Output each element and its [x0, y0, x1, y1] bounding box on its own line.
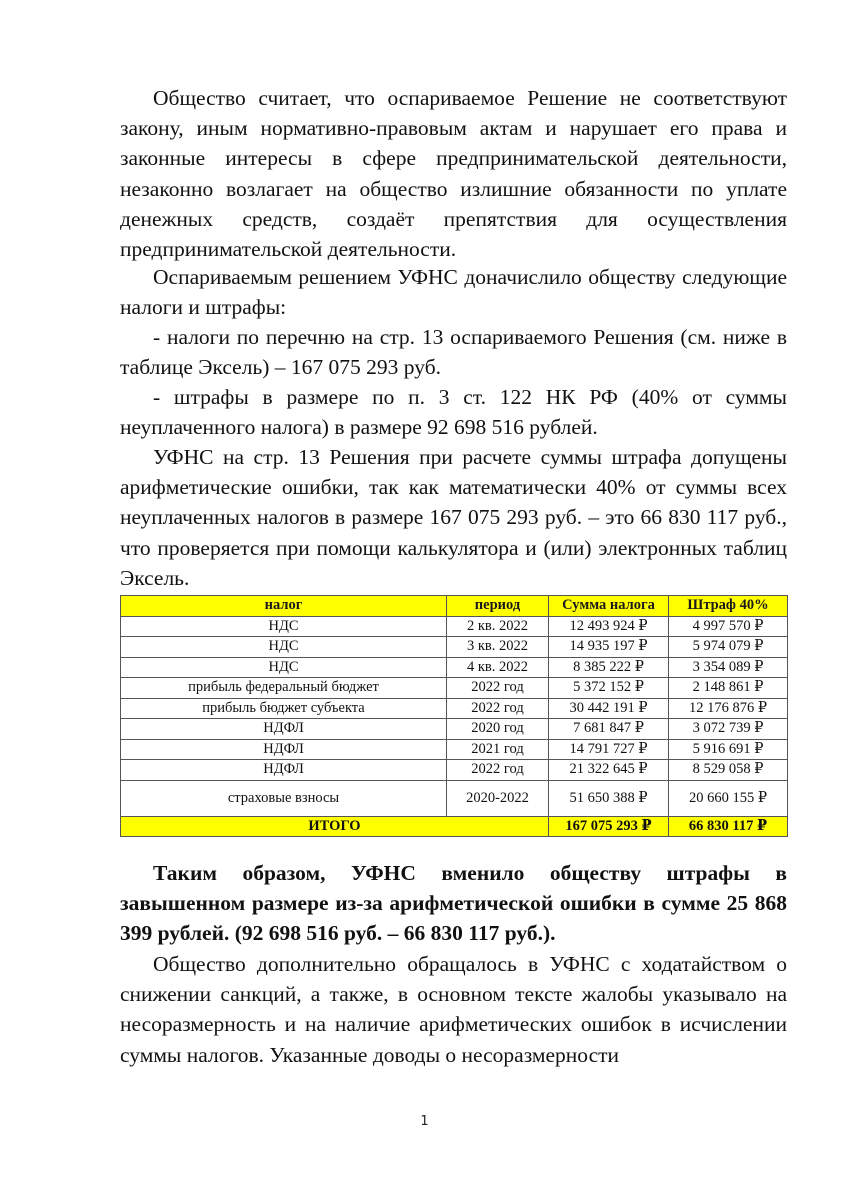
- table-total-row: [121, 816, 788, 837]
- cell-fine: 4 997 570 ₽: [669, 616, 788, 637]
- header-period: период: [447, 596, 549, 617]
- table-row: [121, 719, 788, 740]
- cell-period: 2022 год: [447, 698, 549, 719]
- cell-tax: прибыль федеральный бюджет: [121, 678, 447, 699]
- cell-tax-sum: 30 442 191 ₽: [549, 698, 669, 719]
- total-tax-sum: 167 075 293 ₽: [549, 816, 669, 837]
- table-row: [121, 739, 788, 760]
- cell-fine: 2 148 861 ₽: [669, 678, 788, 699]
- cell-tax-sum: 12 493 924 ₽: [549, 616, 669, 637]
- cell-period: 2021 год: [447, 739, 549, 760]
- cell-tax-sum: 5 372 152 ₽: [549, 678, 669, 699]
- cell-fine: 20 660 155 ₽: [669, 780, 788, 816]
- cell-tax-sum: 14 935 197 ₽: [549, 637, 669, 658]
- cell-period: 4 кв. 2022: [447, 657, 549, 678]
- cell-fine: 5 916 691 ₽: [669, 739, 788, 760]
- cell-period: 2 кв. 2022: [447, 616, 549, 637]
- list-item-taxes: - налоги по перечню на стр. 13 оспариваемого Решения (см. ниже в таблице Эксель) – 167 075 293 руб.: [120, 325, 787, 380]
- cell-tax-sum: 14 791 727 ₽: [549, 739, 669, 760]
- cell-tax: страховые взносы: [121, 780, 447, 816]
- cell-tax-sum: 8 385 222 ₽: [549, 657, 669, 678]
- table-row: [121, 698, 788, 719]
- table-row: [121, 616, 788, 637]
- table-header-row: [121, 596, 788, 617]
- cell-fine: 5 974 079 ₽: [669, 637, 788, 658]
- tax-table: [120, 595, 788, 837]
- conclusion-paragraph: Таким образом, УФНС вменило обществу штрафы в завышенном размере из-за арифметической ошибки в сумме 25 868 399 рублей. (92 698 516 руб. – 66 830 117 руб.).: [120, 861, 787, 946]
- cell-tax: НДФЛ: [121, 760, 447, 781]
- cell-tax: НДС: [121, 637, 447, 658]
- cell-tax: НДС: [121, 616, 447, 637]
- list-item-fines: - штрафы в размере по п. 3 ст. 122 НК РФ (40% от суммы неуплаченного налога) в размере 92 698 516 рублей.: [120, 385, 787, 440]
- cell-tax: прибыль бюджет субъекта: [121, 698, 447, 719]
- table-row: [121, 678, 788, 699]
- table-row: [121, 657, 788, 678]
- header-tax-sum: Сумма налога: [549, 596, 669, 617]
- cell-fine: 12 176 876 ₽: [669, 698, 788, 719]
- paragraph-7: Общество дополнительно обращалось в УФНС с ходатайством о снижении санкций, а также, в основном тексте жалобы указывало на несоразмерность и на наличие арифметических ошибок в исчислении суммы налогов. Указанные доводы о несоразмерности: [120, 952, 787, 1067]
- total-fine-sum: 66 830 117 ₽: [669, 816, 788, 837]
- header-tax: налог: [121, 596, 447, 617]
- cell-tax: НДФЛ: [121, 739, 447, 760]
- total-label: ИТОГО: [121, 816, 549, 837]
- cell-tax: НДС: [121, 657, 447, 678]
- cell-tax-sum: 51 650 388 ₽: [549, 780, 669, 816]
- cell-tax: НДФЛ: [121, 719, 447, 740]
- cell-fine: 3 354 089 ₽: [669, 657, 788, 678]
- cell-period: 2020 год: [447, 719, 549, 740]
- cell-tax-sum: 21 322 645 ₽: [549, 760, 669, 781]
- table-row: [121, 637, 788, 658]
- cell-fine: 3 072 739 ₽: [669, 719, 788, 740]
- header-fine: Штраф 40%: [669, 596, 788, 617]
- table-row: [121, 760, 788, 781]
- cell-tax-sum: 7 681 847 ₽: [549, 719, 669, 740]
- paragraph-2: Оспариваемым решением УФНС доначислило обществу следующие налоги и штрафы:: [120, 265, 787, 320]
- cell-period: 2022 год: [447, 760, 549, 781]
- cell-period: 3 кв. 2022: [447, 637, 549, 658]
- cell-period: 2022 год: [447, 678, 549, 699]
- table-row: [121, 780, 788, 816]
- page-number: 1: [420, 1114, 429, 1129]
- cell-period: 2020-2022: [447, 780, 549, 816]
- paragraph-5: УФНС на стр. 13 Решения при расчете суммы штрафа допущены арифметические ошибки, так как математически 40% от суммы всех неуплаченных налогов в размере 167 075 293 руб. – это 66 830 117 руб., что проверяется при помощи калькулятора и (или) электронных таблиц Эксель.: [120, 445, 787, 590]
- paragraph-1: Общество считает, что оспариваемое Решение не соответствуют закону, иным нормативно-правовым актам и нарушает его права и законные интересы в сфере предпринимательской деятельности, незаконно возлагает на общество излишние обязанности по уплате денежных средств, создаёт препятствия для осуществления предпринимательской деятельности.: [120, 86, 787, 262]
- cell-fine: 8 529 058 ₽: [669, 760, 788, 781]
